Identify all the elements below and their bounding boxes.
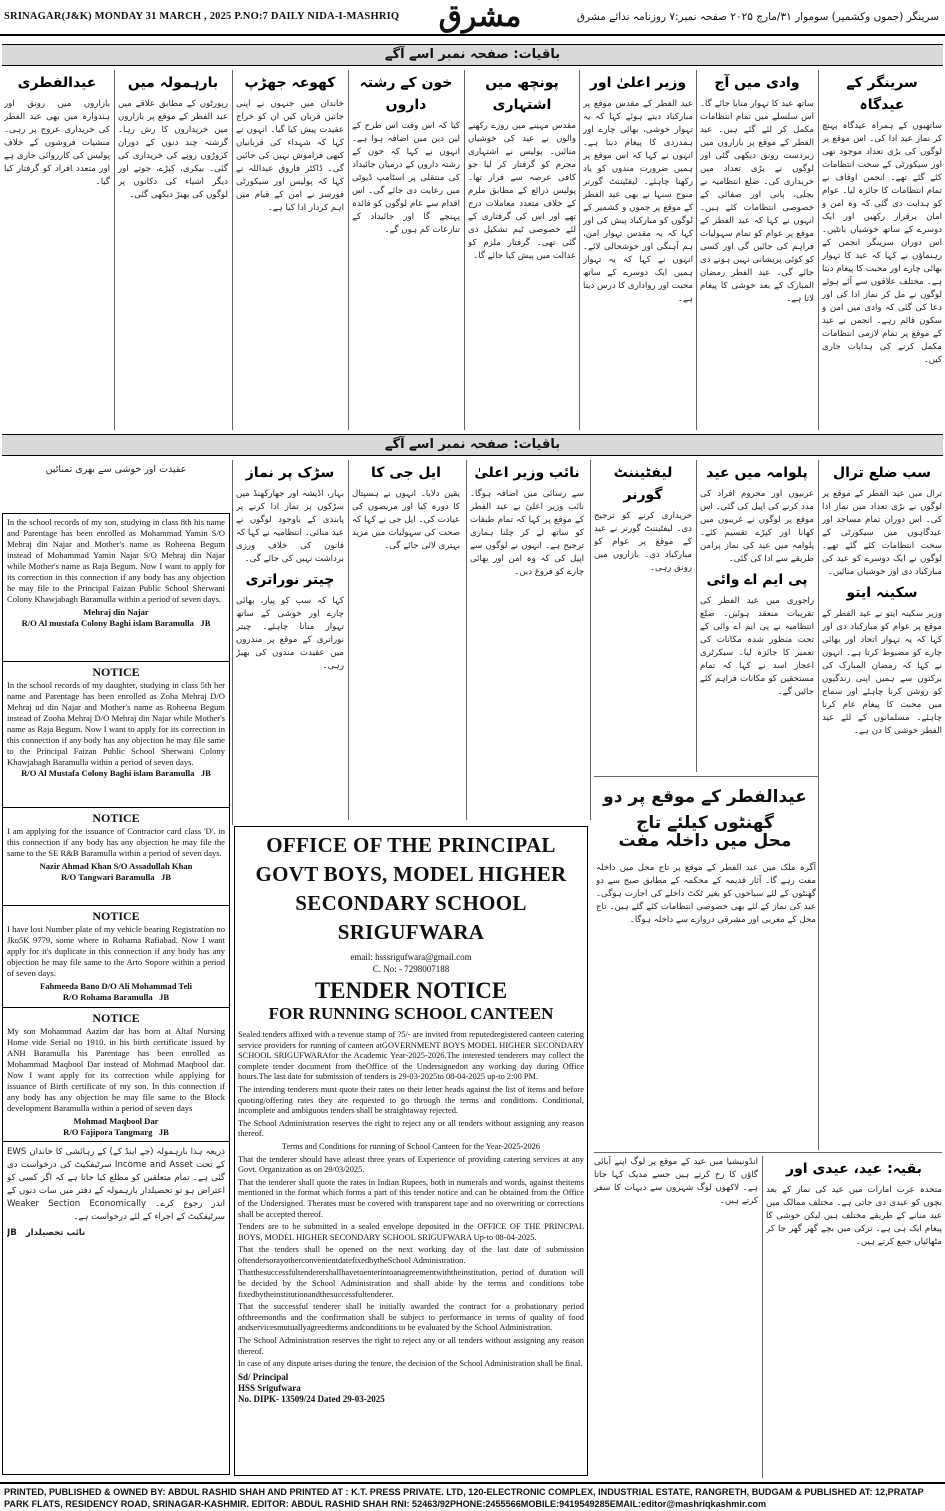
article-column-7	[118, 70, 228, 430]
article-body: یقین دلایا۔ انہوں نے ہسپتال کا دورہ کیا اور مریضوں کی عیادت کی۔ ایل جی نے کہا کہ صحت کی سہولیات میں مزید بہتری لائی جائے گی۔	[352, 489, 460, 551]
tender-signoff	[238, 1372, 584, 1405]
tender-paragraph: That the tenders shall be opened on the next working day of the last date of submission oftendersorayotherconvenientdatefixedbytheSchool Administration.	[238, 1245, 584, 1265]
article-body: کیا کہ اس وقت اس طرح کے لین دین میں اضافہ ہوا ہے۔ انہوں نے کہا کہ خون کے رشتہ داروں کے درمیان جائیداد کی منتقلی پر اسٹامپ ڈیوٹی میں رعایت دی جائے گی۔ اس اقدام سے عام لوگوں کو فائدہ پہنچے گا اور جائیداد کے تنازعات کم ہوں گے۔	[352, 121, 460, 235]
article-heading: سب ضلع ترال	[832, 465, 932, 481]
taj-story	[596, 862, 816, 1148]
article-body: بازاروں میں رونق اور ہندوارہ میں بھی عید الفطر کی خریداری عروج پر رہی۔ منشیات فروشوں کے خلاف پولیس کی کارروائی جاری ہے اور متعدد افراد کو گرفتار کیا گیا۔	[4, 99, 110, 187]
tender-sd: Sd/ Principal	[238, 1371, 289, 1382]
column-divider	[818, 460, 819, 1150]
notice-text: In the school records of my son, studying in class 8th his name and Parentage has been enrolled as Mohammad Yamin S/O Mehraj din Najar and Mother's name as Roheena Begum instead of Mohammad Yamin Najar S/O Mehraj din Najar while Mother's name as Raja Begum. Now I want to apply for its correction in this connection if any body has any objection he may file to the Principal Faizan Public School Sherwani Colony Khawjabagh Baramulla within a period of seven days.	[7, 517, 225, 604]
notice-text: In the school records of my daughter, studying in class 5th her name and Parentage has been enrolled as Zoha Mehraj D/O Mehraj ud din Najar and Mother's name as Roheena Begum instead of Zooha Mehraj D/O Mehraj din Najar while Mother's name as Raja Begum. Now I want to apply for its correction in this connection if any body has any objection he may file same to the Principal Faizan Public School Sherwani Colony Khawjabagh Baramulla within a period of seven days.	[7, 680, 225, 767]
indonesia-column	[594, 1156, 758, 1478]
urdu-notice-text: ذریعہ ہذا بارہمولہ (جے اینڈ کے) کے رہائشی کا خاندان EWS کے تحت Income and Asset سرٹیفکیٹ کی درخواست دی گئی ہے۔ تمام متعلقین کو مطلع کیا جاتا ہے کہ اگر کسی کو اعتراض ہو تو تحصیلدار بارہمولہ کے دفتر میں سات دنوں کے اندر رجوع کرے۔ Weaker Section Economically سرٹیفکیٹ کے اجراء کے لئے درخواست ہے۔	[7, 1147, 225, 1222]
notice-signature: Nazir Ahmad Khan S/O Assadullah Khan	[39, 861, 193, 871]
masthead	[0, 0, 945, 36]
notice-1	[3, 514, 229, 662]
tender-email: email: hsssrigufwara@gmail.com	[350, 952, 472, 962]
urdu-notice	[7, 1146, 225, 1466]
article-heading: سکینہ ایتو	[846, 585, 918, 601]
tender-paragraph: The School Administration reserves the right to reject any or all tenders without assigning any reason thereof.	[238, 1118, 584, 1139]
mid-column-1	[822, 460, 942, 1150]
mid-column-2	[700, 460, 814, 772]
tender-paragraph: That the tenderer should have atleast three years of Experience of providing catering services at any Govt. Organization as on 29/03/2025.	[238, 1154, 584, 1175]
continued-banner-mid: باقیات: صفحہ نمبر اسے آگے	[2, 434, 943, 456]
tender-paragraph: In case of any dispute arises during the tenure, the decision of the School Administration shall be final.	[238, 1359, 583, 1369]
column-divider	[464, 70, 465, 430]
article-column-1	[822, 70, 942, 430]
article-heading: نائب وزیر اعلیٰ	[474, 465, 580, 481]
article-heading: ایل جی کا	[371, 465, 441, 481]
newspaper-logo: مشرق	[438, 0, 522, 34]
notice-signature: Mehraj din Najar	[83, 607, 149, 617]
article-heading: سڑک پر نماز	[245, 465, 335, 481]
notice-text: I have lost Number plate of my vehicle bearing Registration no Jko5K 9779, some where in Rohama Rafiabad. Now I want apply for it's duplicate in this connection if any body has any objection he may file same to the Arto Sopore within a period of seven days.	[7, 924, 225, 978]
notice-text: I am applying for the issuance of Contractor card class 'D'. in this connection if any body has any objection he may file the same to the SE R&B Baramulla within a period of seven days.	[7, 826, 225, 858]
article-heading: پونچھ میں اشتہاری	[485, 75, 559, 113]
article-body: رپورٹوں کے مطابق علاقے میں عید الفطر کے موقع پر بازاروں میں خریداروں کا رش رہا۔ گزشتہ چند دنوں کے دوران کروڑوں روپے کی خریداری کی گئی۔ بیکری، کپڑے، جوتے اور دیگر اشیاء کی دکانوں پر لوگوں کی بھیڑ دیکھی گئی۔	[118, 99, 228, 200]
article-column-3	[583, 70, 693, 430]
notice-address: R/O Tangwari Baramulla JB	[60, 872, 172, 882]
article-heading: خون کے رشتہ داروں	[359, 75, 453, 113]
tender-body	[238, 1030, 584, 1370]
column-divider	[348, 70, 349, 430]
article-body: انڈونیشیا میں عید کے موقع پر لوگ اپنے آبائی گاؤں کا رخ کرتے ہیں جسے مدیک کہا جاتا ہے۔ لاکھوں لوگ شہروں سے دیہات کا سفر کرتے ہیں۔	[594, 1157, 758, 1206]
notice-2	[3, 662, 229, 808]
column-divider	[114, 70, 115, 430]
mid-column-6	[236, 460, 344, 820]
column-divider	[232, 460, 233, 825]
tender-terms-heading: Terms and Conditions for running of School Canteen for the Year-2025-2026	[281, 1141, 541, 1151]
tender-paragraph: Sealed tenders affixed with a revenue stamp of ?5/- are invited from reputedregistered canteen catering service providers for running of canteen atGOVERNMENT BOYS MODEL HIGHER SECONDARY SCHOOL SRIGUFWARAfor the Academic Year-2025-2026.The interested tenderers may collect the complete tender document from theOffice of the Undersignedon any working day during Office hours.The last date for submission of tenders is 29-03-2025to 08-04-2025 up-to 2:00 PM.	[238, 1030, 584, 1082]
column-divider	[696, 460, 697, 772]
article-heading: وادی میں آج	[714, 75, 800, 91]
tender-paragraph: Thatthesuccessfultenderershallhavetoenterintoanagreementwiththeinstitution, period of duration will be decided by the School Administration and shall abide by the terms and conditions tobe fixedbytheinstitutionandthesuccessfultenderer.	[238, 1268, 584, 1299]
tender-title: TENDER NOTICE	[314, 978, 508, 1003]
notice-5	[3, 1008, 229, 1142]
article-body: آگرہ ملک میں عید الفطر کے موقع پر تاج محل میں داخلہ مفت رہے گا۔ آثار قدیمہ کے محکمہ کے مطابق صبح سے دو گھنٹوں کے لئے سیاحوں کو بغیر ٹکٹ داخلے کی اجازت ہوگی۔ عید کی نماز کے لئے بھی خصوصی انتظامات کئے گئے ہیں۔ تاج محل کے مغربی اور مشرقی دروازے سے داخلہ ہوگا۔	[596, 863, 816, 925]
tender-paragraph: The School Administration reserves the right to reject any or all tenders without assigning any reason thereof.	[238, 1336, 584, 1356]
article-column-2	[700, 70, 814, 430]
tender-paragraph: The intending tenderers must quote their rates on their letter heads against the list of items and before quoting/offering rates they are requested to go through the terms and conditions. Conditional, incomplete and ambiguous tenders shall be straightaway rejected.	[238, 1084, 584, 1116]
article-body: راجوری میں عید الفطر کی تقریبات منعقد ہوئیں۔ ضلع انتظامیہ نے پی ایم اے وائی کے تحت منظور شدہ مکانات کی تعمیر کا جائزہ لیا۔ سیکرٹری اعجاز اسد نے کہا کہ تمام مستحقین کو مکانات فراہم کئے جائیں گے۔	[700, 596, 814, 697]
notice-signature: Mohmad Maqbool Dar	[73, 1116, 159, 1126]
mid-column-5	[352, 460, 460, 820]
mid-column-4	[470, 460, 584, 820]
notices-panel	[2, 513, 230, 1475]
notice-signature: Fahmeeda Bano D/O Ali Mohammad Teli	[39, 981, 193, 991]
article-body: بہار، اڈیشہ اور جھارکھنڈ میں سڑکوں پر نماز ادا کرنے پر پابندی کے باوجود لوگوں نے عید منائی۔ انتظامیہ نے کہا کہ قانون کی خلاف ورزی برداشت نہیں کی جائے گی۔	[236, 489, 344, 564]
article-body: مقدس مہینے میں روزے رکھنے والوں نے عید کی خوشیاں منائیں۔ پولیس نے اشتہاری مجرم کو گرفتار کر لیا جو کافی عرصہ سے فرار تھا۔ پولیس ذرائع کے مطابق ملزم کے خلاف متعدد معاملات درج تھے اور اس کی گرفتاری کے لئے خصوصی ٹیم تشکیل دی گئی تھی۔ گرفتار ملزم کو عدالت میں پیش کیا جائے گا۔	[468, 121, 576, 261]
article-heading: وزیر اعلیٰ اور	[589, 75, 687, 91]
imprint-footer: PRINTED, PUBLISHED & OWNED BY: ABDUL RASHID SHAH AND PRINTED AT : K.T. PRESS PRIVATE. LTD, 120-ELECTRONIC COMPLEX, INDUSTRIAL ESTATE, RANGRETH, BUDGAM & PUBLISHED AT: 12,PRATAP PARK FLATS, RESIDENCY ROAD, SRINAGAR-KASHMIR. EDITOR: ABDUL RASHID SHAH RNI: 52463/92PHONE:2455566MOBILE:9419549285EMAIL:editor@mashriqkashmir.com	[0, 1482, 945, 1511]
continued-banner-top: باقیات: صفحہ نمبر اسے آگے	[2, 44, 943, 66]
masthead-dateline: SRINAGAR(J&K) MONDAY 31 MARCH , 2025 P.NO:7 DAILY NIDA-I-MASHRIQ	[4, 11, 400, 22]
notice-jb: JB	[159, 992, 170, 1002]
column-divider	[696, 70, 697, 430]
tender-contact: C. No: - 7298007188	[372, 964, 450, 974]
notice-title: NOTICE	[92, 811, 140, 825]
article-heading: سرینگر کے عیدگاہ	[846, 75, 918, 113]
notice-jb: JB	[158, 1127, 169, 1137]
article-body: ساتھیوں کے ہمراہ عیدگاہ پہنچ کر نماز عید ادا کی۔ اس موقع پر لوگوں کی بڑی تعداد موجود تھی اور سیکورٹی کے سخت انتظامات کئے گئے تھے۔ انجمن اوقاف نے تمام انتظامات کا جائزہ لیا۔ عوام کو ہدایت دی گئی کہ وہ امن و امان برقرار رکھیں اور ایک دوسرے کے ساتھ خوشیاں بانٹیں۔ اس دوران سرینگر انجمن کے رہنماؤں نے کہا کہ عید کا تہوار بھائی چارے اور محبت کا پیغام دیتا ہے۔ مختلف علاقوں سے آئے ہوئے لوگوں نے مل کر نماز ادا کی اور دعا کی گئی کہ وادی میں امن و سکون قائم رہے۔ انجمن نے عید کے موقع پر تمام لازمی انتظامات مکمل کرنے کی ہدایات جاری کیں۔	[822, 121, 942, 365]
column-divider	[348, 460, 349, 820]
article-body: وزیر سکینہ ایتو نے عید الفطر کے موقع پر عوام کو مبارکباد دی اور کہا کہ یہ تہوار اتحاد اور بھائی چارے کو مضبوط کرتا ہے۔ انہوں نے کہا کہ رمضان المبارک کی برکتوں سے ہمیں اپنی زندگیوں کو روشن کرنا چاہئے اور سماج میں محبت کا پیغام عام کرنا چاہئے۔ مسلمانوں کے لئے عید الفطر خوشی کا دن ہے۔	[822, 609, 942, 736]
article-body: خریداری کرنے کو ترجیح دی۔ لیفٹیننٹ گورنر نے عید کے موقع پر عوام کو مبارکباد دی۔ بازاروں میں رونق رہی۔	[594, 511, 692, 573]
greeting-strip: عقیدت اور خوشی سے بھری تمنائیں	[45, 464, 187, 475]
section-divider	[594, 776, 818, 777]
article-body: متحدہ عرب امارات میں عید کی نماز کے بعد بچوں کو عیدی دی جاتی ہے۔ مختلف ممالک میں عید منانے کے طریقے مختلف ہیں لیکن خوشی کا پیغام ایک ہی ہے۔ ترکی میں بچے گھر گھر جا کر مٹھائیاں جمع کرتے ہیں۔	[766, 1185, 942, 1247]
article-body: عربیوں اور محروم افراد کی مدد کرنے کی اپیل کی گئی۔ اس موقع پر لوگوں نے غریبوں میں کھانا اور کپڑے تقسیم کئے۔ پلوامہ میں عید کی نماز پرامن طریقے سے ادا کی گئی۔	[700, 489, 814, 564]
article-body: خاندان میں جنہوں نے اپنی جانیں قربان کیں ان کو خراج عقیدت پیش کیا گیا۔ انہوں نے کہا کہ شہداء کی قربانیاں کبھی فراموش نہیں کی جائیں گی۔ ڈاکٹر فاروق عبداللہ نے کہا کہ پولیس اور سیکورٹی فورسز نے امن کے قیام میں اہم کردار ادا کیا ہے۔	[236, 99, 344, 213]
tender-notice	[234, 826, 588, 1476]
urdu-notice-signature: نائب تحصیلدار JB	[7, 1228, 86, 1238]
tender-paragraph: That the successful tenderer shall be initially awarded the contract for a probationary period ofthreemonths and the confirmation shall be subject to performance in terms of quality of food andservicesmutuallyagreedterms andconditions to be evaluated by the School Administration.	[238, 1302, 584, 1333]
notice-jb: JB	[200, 768, 211, 778]
tender-paragraph: Tenders are to be submitted in a sealed envelope deposited in the OFFICE OF THE PRINCPAL BOYS, MODEL HIGHER SECONDARY SCHOOL SRIGUFWARA Up-to 08-04-2025.	[238, 1222, 584, 1242]
notice-3	[3, 808, 229, 906]
article-heading: چیتر نوراتری	[245, 572, 335, 588]
article-heading: عیدالفطری	[17, 75, 97, 91]
article-body: کہا کہ سب کو پیار، بھائی چارے اور خوشی کے ساتھ تہوار منانا چاہئے۔ چیتر نوراتری کے موقع پر مندروں میں عقیدت مندوں کی بھیڑ رہی۔	[236, 596, 344, 671]
column-divider	[466, 460, 467, 820]
notice-title: NOTICE	[92, 909, 140, 923]
article-column-5	[352, 70, 460, 430]
notice-jb: JB	[161, 872, 172, 882]
notice-address: R/O Fajipora Tangmarg JB	[63, 1127, 169, 1137]
article-body: ساتھ عید کا تہوار منایا جائے گا۔ اس سلسلے میں تمام انتظامات مکمل کر لئے گئے ہیں۔ عید الفطر کے موقع پر بازاروں میں زبردست رونق دیکھی گئی اور لوگوں نے بڑی تعداد میں خریداری کی۔ ضلع انتظامیہ نے بجلی، پانی اور صفائی کے خصوصی انتظامات کئے ہیں۔ انہوں نے کہا کہ عید الفطر کے موقع پر عوام کو تمام سہولیات فراہم کی جائیں گی اور کسی کو کوئی پریشانی نہیں ہونے دی جائے گی۔ عید الفطر رمضان المبارک کے بعد خوشی کا پیغام لاتا ہے۔	[700, 99, 814, 304]
article-heading: بقیہ: عید، عیدی اور	[786, 1161, 922, 1177]
mid-column-3	[594, 460, 692, 772]
notice-text: My son Mohammad Aazim dar has born at Altaf Nursing Home vide Serial no 1910. in his birth certificate issued by ANH Baramulla his Parentage has been enrolled as Mohammad Maqbool Dar instead of Mohmad Maqbool dar. Now I want apply for its correction while applying for issuance of Birth certificate of my son. In this connection if any body has any objection he may file same to the Block development Baramulla within a period of seven days	[7, 1026, 225, 1113]
tender-subtitle: FOR RUNNING SCHOOL CANTEEN	[268, 1004, 554, 1023]
article-body: عید الفطر کے مقدس موقع پر مبارکباد دیتے ہوئے کہا کہ یہ تہوار خوشی، بھائی چارے اور ہمدردی کا پیغام دیتا ہے۔ انہوں نے کہا کہ اس موقع پر ہمیں ضرورت مندوں کو یاد رکھنا چاہئے۔ لیفٹیننٹ گورنر منوج سنہا نے بھی عید الفطر کے موقع پر جموں و کشمیر کے لوگوں کو مبارکباد پیش کی اور کہا کہ یہ مقدس تہوار امن، ہم آہنگی اور خوشحالی لائے۔ انہوں نے کہا کہ یہ تہوار ہمیں ایک دوسرے کے ساتھ محبت اور رواداری کا درس دیتا ہے۔	[583, 99, 693, 304]
masthead-urdu-dateline: سرینگر (جموں وکشمیر) سوموار ۳۱/مارچ ۲۰۲۵ صفحہ نمبر:۷ روزنامہ ندائے مشرق	[576, 11, 939, 23]
article-heading: کھوعہ جھڑپ	[244, 75, 336, 91]
notice-address: R/O Al Mustafa Colony Baghi islam Baramulla JB	[21, 768, 211, 778]
article-body: ترال میں عید الفطر کے موقع پر لوگوں نے بڑی تعداد میں نماز ادا کی۔ اس دوران تمام مساجد اور عیدگاہوں میں سیکورٹی کے سخت انتظامات کئے گئے تھے۔ لوگوں نے ایک دوسرے کو عید کی مبارکباد دی اور خوشیاں منائیں۔	[822, 489, 942, 577]
taj-headline-2: محل میں داخلہ مفت	[618, 831, 792, 851]
column-divider	[590, 460, 591, 820]
notice-title: NOTICE	[92, 665, 140, 679]
notice-title: NOTICE	[92, 1011, 140, 1025]
article-heading: لیفٹیننٹ گورنر	[613, 465, 673, 503]
column-divider	[818, 70, 819, 430]
article-body: سے رسائی میں اضافہ ہوگا۔ نائب وزیر اعلیٰ نے عید الفطر کے موقع پر کہا کہ تمام طبقات کو ساتھ لے کر چلنا ہماری ترجیح ہے۔ انہوں نے لوگوں سے اپیل کی کہ وہ امن اور بھائی چارے کو فروغ دیں۔	[470, 489, 584, 577]
tender-number: No. DIPK- 13509/24 Dated 29-03-2025	[238, 1393, 385, 1404]
column-divider	[762, 1156, 763, 1478]
article-column-4	[468, 70, 576, 430]
tender-office: OFFICE OF THE PRINCIPAL GOVT BOYS, MODEL HIGHER SECONDARY SCHOOL SRIGUFWARA	[255, 833, 567, 944]
notice-address: R/O Al mustafa Colony Baghi islam Baramulla JB	[21, 618, 211, 628]
article-column-8	[4, 70, 110, 430]
notice-4	[3, 906, 229, 1008]
article-heading: پلوامہ میں عید	[706, 465, 808, 481]
tender-paragraph: That the tenderer shall quote the rates in Indian Rupees, both in numerals and words, against theitems mentioned in the format which forms a part of this tender notice and can be obtained from the Office of the Undersigned. Therates must be covered with transparent tape and no overwriting or corrections shall be accepted thereof.	[238, 1177, 584, 1219]
taj-headline: عیدالفطر کے موقع پر دو گھنٹوں کیلئے تاج	[603, 787, 807, 833]
article-heading: بارہمولہ میں	[127, 75, 219, 91]
column-divider	[579, 70, 580, 430]
column-divider	[232, 70, 233, 430]
article-column-6	[236, 70, 344, 430]
baqiya-column	[766, 1156, 942, 1478]
notice-jb: JB	[200, 618, 211, 628]
article-heading: پی ایم اے وائی	[706, 572, 808, 588]
tender-hss: HSS Srigufwara	[238, 1382, 301, 1393]
notice-address: R/O Rohama Baramulla JB	[62, 992, 170, 1002]
section-divider	[594, 1152, 942, 1153]
